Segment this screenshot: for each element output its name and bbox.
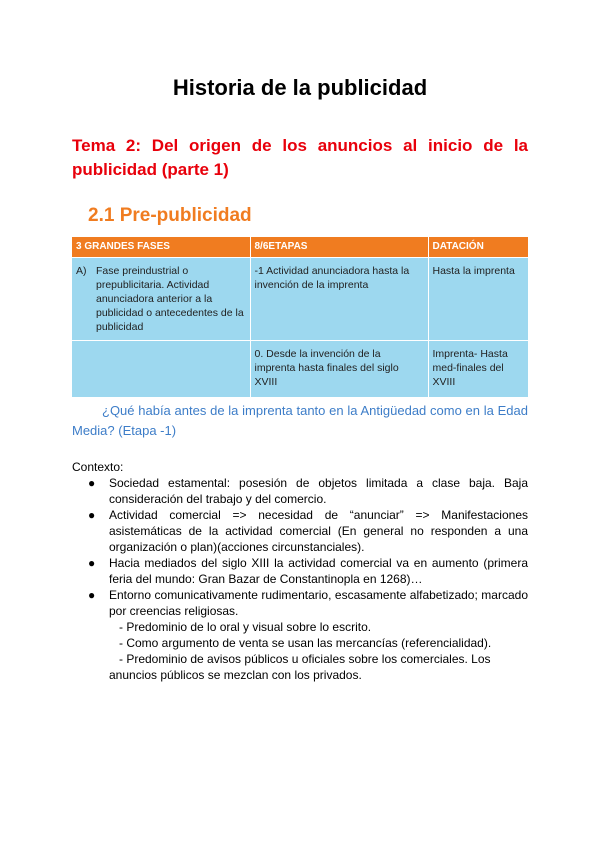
list-item (88, 475, 528, 507)
header-fases: 3 GRANDES FASES (72, 237, 250, 258)
list-item (88, 555, 528, 587)
sub-item: - Predominio de avisos públicos u oficiales sobre los comerciales. Los (119, 652, 491, 666)
sub-item-continuation: anuncios públicos se mezclan con los privados. (109, 668, 362, 682)
bullet-icon: ● (88, 588, 96, 602)
list-item-text: Entorno comunicativamente rudimentario, escasamente alfabetizado; marcado por creencias religiosas. (109, 588, 528, 618)
table-header-row (72, 237, 528, 258)
cell-etapa: 0. Desde la invención de la imprenta hasta finales del siglo XVIII (250, 341, 428, 398)
cell-datacion: Imprenta- Hasta med-finales del XVIII (428, 341, 528, 398)
list-item (88, 587, 528, 683)
document-title: Historia de la publicidad (172, 75, 428, 100)
table-row (72, 341, 528, 398)
cell-datacion: Hasta la imprenta (428, 258, 528, 341)
phase-marker: A) (76, 265, 87, 277)
bullet-icon: ● (88, 476, 96, 490)
context-list (88, 475, 528, 683)
list-item-text: Sociedad estamental: posesión de objetos limitada a clase baja. Baja consideración del trabajo y del comercio. (109, 476, 528, 506)
header-datacion: DATACIÓN (428, 237, 528, 258)
table-row (72, 258, 528, 341)
header-etapas: 8/6ETAPAS (250, 237, 428, 258)
cell-fase-empty (72, 341, 250, 398)
phases-table (72, 237, 528, 397)
phase-text: Fase preindustrial o prepublicitaria. Actividad anunciadora anterior a la publicidad o antecedentes de la publicidad (96, 265, 244, 333)
tema-heading: Tema 2: Del origen de los anuncios al inicio de la publicidad (parte 1) (72, 136, 528, 179)
bullet-icon: ● (88, 556, 96, 570)
cell-fase (72, 258, 250, 341)
sub-item: - Como argumento de venta se usan las mercancías (referencialidad). (119, 636, 492, 650)
context-label: Contexto: (72, 460, 124, 474)
list-item-text: Hacia mediados del siglo XIII la actividad comercial va en aumento (primera feria del mundo: Gran Bazar de Constantinopla en 1268)… (109, 556, 528, 586)
list-item-text: Actividad comercial => necesidad de “anunciar” => Manifestaciones asistemáticas de la actividad comercial (En general no responden a una organización o plan)(acciones circunstanciales). (109, 508, 528, 554)
section-heading: 2.1 Pre-publicidad (88, 205, 252, 226)
cell-etapa: -1 Actividad anunciadora hasta la invención de la imprenta (250, 258, 428, 341)
sub-item: - Predominio de lo oral y visual sobre lo escrito. (119, 620, 372, 634)
bullet-icon: ● (88, 508, 96, 522)
list-item (88, 507, 528, 555)
question-text: ¿Qué había antes de la imprenta tanto en la Antigüedad como en la Edad Media? (Etapa -1) (72, 403, 528, 438)
